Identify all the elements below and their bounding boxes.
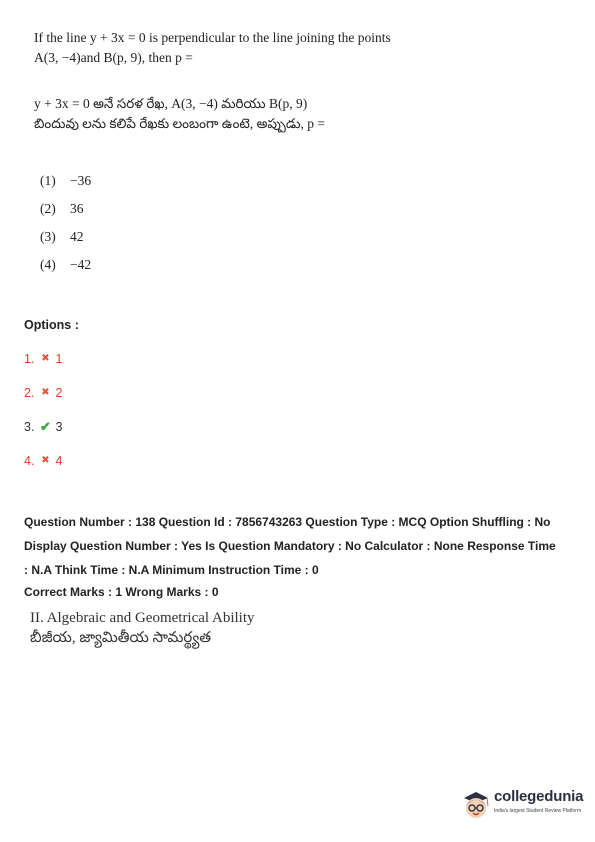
option-value: 2 <box>55 386 63 400</box>
choice-3 <box>40 227 91 255</box>
option-label: 4. <box>24 454 35 468</box>
question-english-line-1: If the line y + 3x = 0 is perpendicular to the line joining the points <box>34 30 391 45</box>
question-telugu-line-2: బిందువు లను కలిపే రేఖకు లంబంగా ఉంటె, అప్పుడు, p = <box>34 116 326 131</box>
question-metadata <box>24 510 584 582</box>
option-label: 2. <box>24 386 35 400</box>
choice-number: (2) <box>40 201 56 216</box>
section-title-telugu: బీజీయ, జ్యామితీయ సామర్థ్యత <box>30 630 212 646</box>
option-label: 3. <box>24 420 35 434</box>
option-1 <box>24 350 62 384</box>
section-heading <box>30 608 255 648</box>
logo-mascot-icon <box>460 786 492 822</box>
collegedunia-logo <box>460 786 590 826</box>
metadata-line-1: Question Number : 138 Question Id : 7856743263 Question Type : MCQ Option Shuffling : No <box>24 515 551 529</box>
choice-1 <box>40 171 91 199</box>
option-value: 4 <box>55 454 63 468</box>
marks-info: Correct Marks : 1 Wrong Marks : 0 <box>24 585 219 599</box>
choice-value: 36 <box>70 201 84 216</box>
metadata-line-3: : N.A Think Time : N.A Minimum Instruction Time : 0 <box>24 563 319 577</box>
question-telugu <box>34 94 454 134</box>
section-title-english: II. Algebraic and Geometrical Ability <box>30 610 255 626</box>
metadata-line-2: Display Question Number : Yes Is Question Mandatory : No Calculator : None Response Time <box>24 539 556 553</box>
options-title: Options : <box>24 318 79 332</box>
logo-tagline: India's largest Student Review Platform <box>494 808 582 814</box>
question-telugu-line-1: y + 3x = 0 అనే సరళ రేఖ, A(3, −4) మరియు B(p, 9) <box>34 96 308 111</box>
options-list <box>24 350 62 486</box>
choice-value: −42 <box>70 257 92 272</box>
choice-number: (1) <box>40 173 56 188</box>
choice-value: 42 <box>70 229 84 244</box>
option-2 <box>24 384 62 418</box>
choice-2 <box>40 199 91 227</box>
question-english <box>34 28 444 68</box>
option-value: 1 <box>55 352 63 366</box>
choice-value: −36 <box>70 173 92 188</box>
option-value: 3 <box>55 420 63 434</box>
choice-4 <box>40 255 91 283</box>
cross-icon: ✖ <box>41 455 50 466</box>
option-3 <box>24 418 62 452</box>
question-english-line-2: A(3, −4)and B(p, 9), then p = <box>34 50 193 65</box>
check-icon: ✔ <box>39 419 51 434</box>
option-4 <box>24 452 62 486</box>
option-label: 1. <box>24 352 35 366</box>
answer-choices <box>40 171 91 283</box>
choice-number: (3) <box>40 229 56 244</box>
cross-icon: ✖ <box>41 387 50 398</box>
cross-icon: ✖ <box>41 353 50 364</box>
logo-brand-text: collegedunia <box>494 788 584 805</box>
choice-number: (4) <box>40 257 56 272</box>
